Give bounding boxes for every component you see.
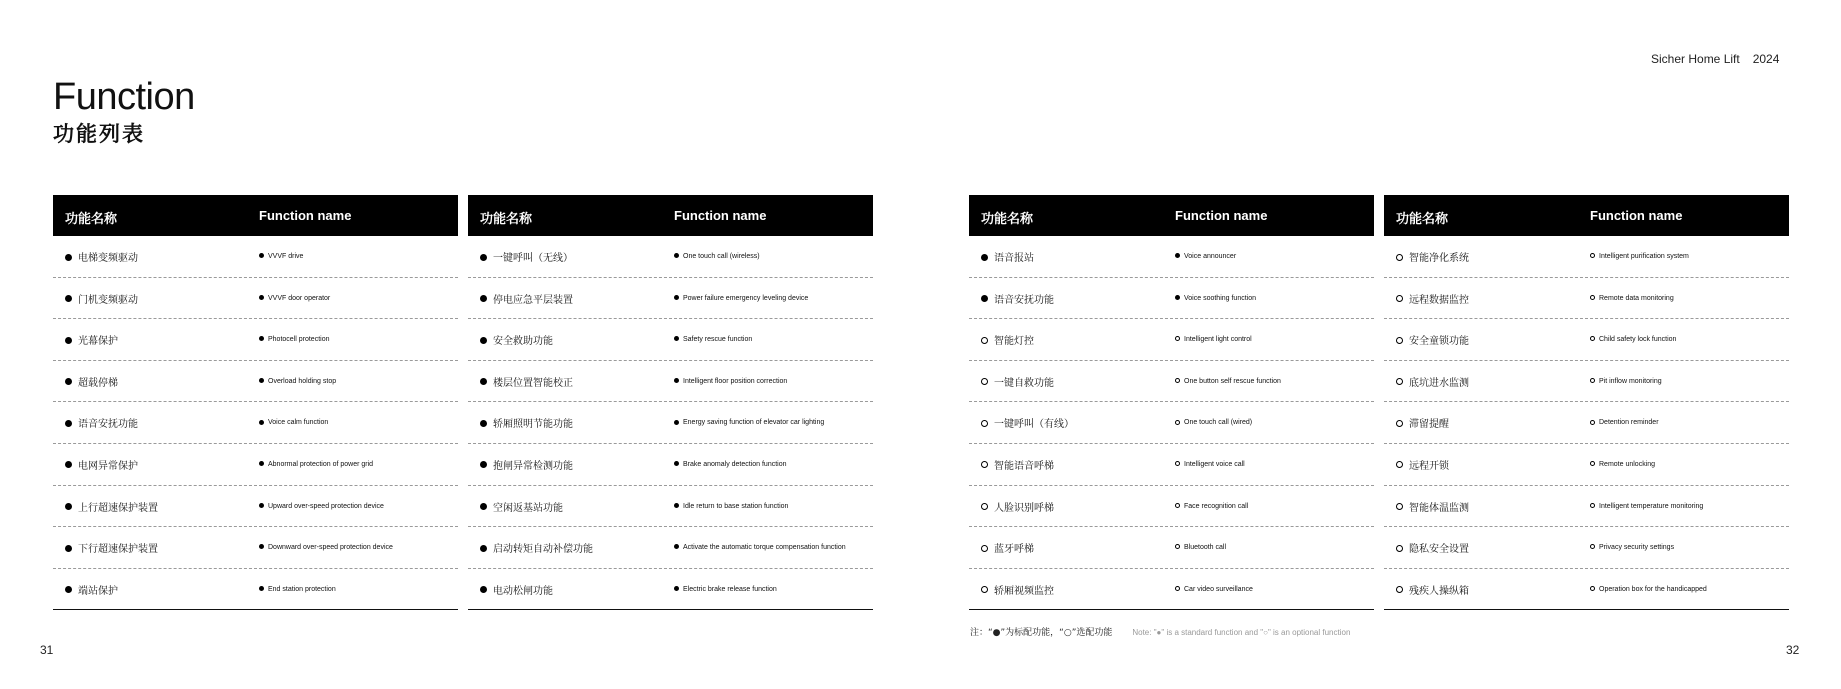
table-row xyxy=(969,402,1374,444)
function-name-zh xyxy=(981,457,1054,472)
function-label-en: Intelligent purification system xyxy=(1599,253,1689,260)
function-name-en xyxy=(674,544,846,551)
standard-marker-icon xyxy=(1175,253,1180,258)
function-label-zh: 电网异常保护 xyxy=(78,460,138,472)
optional-marker-icon xyxy=(1590,544,1595,549)
optional-marker-icon xyxy=(1590,586,1595,591)
table-row xyxy=(1384,319,1789,361)
function-name-en xyxy=(674,586,777,593)
function-label-en: Intelligent floor position correction xyxy=(683,377,788,385)
function-name-en xyxy=(259,503,384,510)
function-label-en: Voice soothing function xyxy=(1184,294,1256,302)
standard-marker-icon xyxy=(65,378,72,385)
function-label-en: Safety rescue function xyxy=(683,336,753,344)
standard-marker-icon xyxy=(259,544,264,549)
function-label-en: Remote unlocking xyxy=(1599,460,1656,468)
table-row xyxy=(468,444,873,486)
optional-marker-icon xyxy=(1175,586,1180,591)
function-label-zh: 滞留提醒 xyxy=(1409,419,1449,431)
standard-marker-icon xyxy=(480,461,487,468)
optional-marker-icon xyxy=(981,545,988,552)
standard-marker-icon xyxy=(65,586,72,593)
standard-marker-icon xyxy=(480,586,487,593)
table-row xyxy=(53,569,458,611)
function-name-en xyxy=(259,461,373,468)
function-label-zh: 楼层位置智能校正 xyxy=(493,377,573,389)
standard-marker-icon xyxy=(674,378,679,383)
table-row xyxy=(468,486,873,528)
function-label-zh: 下行超速保护装置 xyxy=(78,544,158,556)
function-label-en: One button self rescue function xyxy=(1184,377,1281,385)
optional-marker-icon xyxy=(981,503,988,510)
standard-marker-icon xyxy=(259,336,264,341)
function-name-en xyxy=(259,378,336,385)
table-row xyxy=(1384,486,1789,528)
optional-marker-icon xyxy=(1396,337,1403,344)
table-row xyxy=(969,569,1374,611)
standard-marker-icon xyxy=(259,503,264,508)
standard-marker-icon xyxy=(674,503,679,508)
function-label-zh: 抱闸异常检测功能 xyxy=(493,460,573,472)
standard-marker-icon xyxy=(259,378,264,383)
function-name-en xyxy=(1590,295,1674,302)
table-header xyxy=(468,195,873,236)
table-row xyxy=(53,486,458,528)
page-number-left: 31 xyxy=(40,643,54,657)
function-label-en: Intelligent voice call xyxy=(1184,460,1245,468)
optional-marker-icon xyxy=(1590,378,1595,383)
table-row xyxy=(468,319,873,361)
function-label-zh: 启动转矩自动补偿功能 xyxy=(493,544,593,556)
table-header xyxy=(53,195,458,236)
function-name-en xyxy=(259,544,393,551)
function-label-zh: 智能灯控 xyxy=(994,336,1034,348)
table-header xyxy=(969,195,1374,236)
function-name-en xyxy=(674,503,788,510)
function-label-zh: 远程数据监控 xyxy=(1409,294,1469,306)
column-header-zh: 功能名称 xyxy=(65,212,118,227)
function-label-en: Voice calm function xyxy=(268,419,329,427)
table-row xyxy=(468,402,873,444)
function-label-zh: 上行超速保护装置 xyxy=(78,502,158,514)
table-header xyxy=(1384,195,1789,236)
function-name-zh xyxy=(1396,499,1469,514)
function-name-zh xyxy=(480,540,593,555)
function-name-zh xyxy=(480,332,553,347)
function-name-zh xyxy=(65,374,118,389)
function-name-zh xyxy=(65,291,138,306)
function-name-zh xyxy=(1396,249,1469,264)
function-name-en xyxy=(259,295,330,302)
function-label-zh: 语音安抚功能 xyxy=(994,294,1054,306)
optional-marker-icon xyxy=(1175,461,1180,466)
function-label-en: Power failure emergency leveling device xyxy=(683,294,809,302)
function-name-en xyxy=(1590,419,1659,426)
function-label-zh: 蓝牙呼梯 xyxy=(994,544,1034,556)
function-label-en: End station protection xyxy=(268,585,336,593)
function-label-zh: 一键自救功能 xyxy=(994,377,1054,389)
function-name-zh xyxy=(981,249,1034,264)
optional-marker-icon xyxy=(1175,420,1180,425)
function-label-zh: 轿厢照明节能功能 xyxy=(493,419,573,431)
function-name-en xyxy=(1175,253,1236,260)
optional-marker-icon xyxy=(1396,254,1403,261)
function-table xyxy=(53,195,458,610)
standard-marker-icon xyxy=(259,586,264,591)
function-name-en xyxy=(674,336,752,343)
function-table xyxy=(468,195,873,610)
function-name-en xyxy=(1590,378,1662,385)
function-label-en: Brake anomaly detection function xyxy=(683,460,787,468)
function-label-zh: 安全童锁功能 xyxy=(1409,336,1469,348)
function-name-zh xyxy=(65,249,138,264)
standard-marker-icon xyxy=(65,420,72,427)
function-label-en: Intelligent light control xyxy=(1184,336,1252,344)
table-row xyxy=(53,402,458,444)
function-name-en xyxy=(1590,586,1707,593)
function-name-zh xyxy=(981,374,1054,389)
function-label-en: Overload holding stop xyxy=(268,377,337,385)
optional-marker-icon xyxy=(981,337,988,344)
function-name-zh xyxy=(480,374,573,389)
function-name-zh xyxy=(981,291,1054,306)
function-name-zh xyxy=(65,415,138,430)
table-row xyxy=(53,444,458,486)
table-row xyxy=(468,278,873,320)
function-name-en xyxy=(1175,419,1252,426)
function-name-zh xyxy=(65,499,158,514)
standard-marker-icon xyxy=(674,586,679,591)
standard-marker-icon xyxy=(674,336,679,341)
function-name-zh xyxy=(1396,540,1469,555)
standard-marker-icon xyxy=(259,295,264,300)
function-name-en xyxy=(1175,378,1281,385)
standard-marker-icon xyxy=(65,337,72,344)
function-name-en xyxy=(1175,544,1226,551)
function-name-en xyxy=(1175,503,1248,510)
function-label-zh: 语音安抚功能 xyxy=(78,419,138,431)
column-header-en: Function name xyxy=(1175,208,1268,223)
optional-marker-icon xyxy=(1590,461,1595,466)
function-label-en: Voice announcer xyxy=(1184,253,1237,260)
function-name-zh xyxy=(480,291,573,306)
table-row xyxy=(1384,444,1789,486)
function-name-en xyxy=(1175,461,1245,468)
standard-marker-icon xyxy=(674,253,679,258)
function-name-en xyxy=(259,586,336,593)
brand-year: 2024 xyxy=(1752,52,1780,66)
function-label-en: Child safety lock function xyxy=(1599,336,1677,344)
function-label-en: Electric brake release function xyxy=(683,585,777,593)
function-label-zh: 语音报站 xyxy=(994,253,1034,264)
standard-marker-icon xyxy=(981,295,988,302)
standard-marker-icon xyxy=(259,461,264,466)
function-name-zh xyxy=(1396,457,1449,472)
function-label-en: Upward over-speed protection device xyxy=(268,502,384,510)
optional-marker-icon xyxy=(1396,378,1403,385)
function-name-en xyxy=(674,461,787,468)
function-label-zh: 智能净化系统 xyxy=(1409,253,1469,264)
table-row xyxy=(969,486,1374,528)
standard-marker-icon xyxy=(65,295,72,302)
standard-marker-icon xyxy=(480,337,487,344)
optional-marker-icon xyxy=(1396,461,1403,468)
function-label-en: Car video surveillance xyxy=(1184,585,1253,593)
function-label-zh: 智能体温监测 xyxy=(1409,502,1469,514)
table-row xyxy=(468,236,873,278)
function-name-en xyxy=(1590,461,1655,468)
function-label-zh: 端站保护 xyxy=(78,585,118,597)
function-label-en: Idle return to base station function xyxy=(683,502,789,510)
optional-marker-icon xyxy=(1590,420,1595,425)
function-name-zh xyxy=(480,249,573,264)
function-name-en xyxy=(674,419,824,426)
function-name-zh xyxy=(65,457,138,472)
brand-name: Sicher Home Lift xyxy=(1651,52,1740,66)
function-label-en: VVVF drive xyxy=(268,253,304,260)
function-name-zh xyxy=(1396,582,1469,597)
optional-marker-icon xyxy=(1396,545,1403,552)
standard-marker-icon xyxy=(480,254,487,261)
column-header-zh: 功能名称 xyxy=(981,212,1034,227)
optional-marker-icon xyxy=(981,420,988,427)
column-header-zh: 功能名称 xyxy=(1396,212,1449,227)
function-name-en xyxy=(1590,336,1676,343)
function-label-en: Privacy security settings xyxy=(1599,544,1675,552)
table-row xyxy=(53,527,458,569)
table-row xyxy=(468,569,873,611)
table-row xyxy=(468,361,873,403)
page-title: Function xyxy=(53,76,195,118)
column-header-en: Function name xyxy=(674,208,767,223)
optional-marker-icon xyxy=(1175,378,1180,383)
function-name-en xyxy=(674,378,787,385)
function-label-zh: 安全救助功能 xyxy=(493,336,553,348)
function-name-zh xyxy=(1396,291,1469,306)
table-row xyxy=(53,278,458,320)
table-row xyxy=(1384,402,1789,444)
function-label-en: Abnormal protection of power grid xyxy=(268,460,374,468)
function-name-en xyxy=(1590,253,1689,260)
function-label-zh: 人脸识别呼梯 xyxy=(994,502,1054,514)
function-label-zh: 远程开锁 xyxy=(1409,460,1449,472)
function-label-en: Photocell protection xyxy=(268,336,330,344)
function-label-zh: 一键呼叫（无线） xyxy=(493,253,573,264)
optional-marker-icon xyxy=(1175,336,1180,341)
function-label-zh: 停电应急平层装置 xyxy=(493,294,573,306)
standard-marker-icon xyxy=(674,461,679,466)
optional-marker-icon xyxy=(1396,503,1403,510)
standard-marker-icon xyxy=(259,420,264,425)
function-table xyxy=(1384,195,1789,610)
table-row xyxy=(1384,527,1789,569)
page-subtitle: 功能列表 xyxy=(53,122,145,146)
function-name-en xyxy=(1175,586,1253,593)
function-label-en: Intelligent temperature monitoring xyxy=(1599,502,1704,510)
function-label-en: One touch call (wired) xyxy=(1184,419,1253,427)
function-name-zh xyxy=(480,457,573,472)
function-name-en xyxy=(259,419,328,426)
standard-marker-icon xyxy=(259,253,264,258)
standard-marker-icon xyxy=(480,503,487,510)
optional-marker-icon xyxy=(1590,253,1595,258)
standard-marker-icon xyxy=(65,545,72,552)
table-row xyxy=(53,361,458,403)
standard-marker-icon xyxy=(480,545,487,552)
function-name-zh xyxy=(981,332,1034,347)
standard-marker-icon xyxy=(65,254,72,261)
page-number-right: 32 xyxy=(1786,643,1800,657)
optional-marker-icon xyxy=(1175,544,1180,549)
column-header-en: Function name xyxy=(1590,208,1683,223)
optional-marker-icon xyxy=(981,461,988,468)
function-label-en: Bluetooth call xyxy=(1184,544,1227,552)
function-label-en: One touch call (wireless) xyxy=(683,253,760,260)
column-header-zh: 功能名称 xyxy=(480,212,533,227)
function-label-en: Activate the automatic torque compensation function xyxy=(683,544,846,552)
function-name-zh xyxy=(65,540,158,555)
table-row xyxy=(969,361,1374,403)
function-label-zh: 电梯变频驱动 xyxy=(78,253,138,264)
function-name-en xyxy=(674,295,808,302)
function-label-zh: 隐私安全设置 xyxy=(1409,544,1469,556)
function-name-en xyxy=(1175,336,1252,343)
standard-marker-icon xyxy=(480,378,487,385)
function-label-zh: 底坑进水监测 xyxy=(1409,377,1469,389)
function-label-en: Face recognition call xyxy=(1184,502,1249,510)
optional-marker-icon xyxy=(981,586,988,593)
function-label-en: Pit inflow monitoring xyxy=(1599,377,1662,385)
table-row xyxy=(1384,361,1789,403)
legend-note xyxy=(970,625,1350,638)
legend-note-zh: 注：“●”为标配功能，“○”选配功能 xyxy=(970,628,1113,638)
function-label-zh: 空闲返基站功能 xyxy=(493,502,563,514)
optional-marker-icon xyxy=(1590,295,1595,300)
table-row xyxy=(969,319,1374,361)
table-row xyxy=(969,278,1374,320)
standard-marker-icon xyxy=(981,254,988,261)
standard-marker-icon xyxy=(65,461,72,468)
standard-marker-icon xyxy=(480,420,487,427)
function-label-zh: 门机变频驱动 xyxy=(78,294,138,306)
function-label-zh: 一键呼叫（有线） xyxy=(994,419,1074,431)
function-label-en: Operation box for the handicapped xyxy=(1599,585,1707,593)
function-name-en xyxy=(1590,544,1674,551)
table-row xyxy=(969,527,1374,569)
function-name-zh xyxy=(1396,415,1449,430)
function-name-zh xyxy=(1396,332,1469,347)
function-name-en xyxy=(1590,503,1703,510)
function-name-zh xyxy=(981,540,1034,555)
table-row xyxy=(969,236,1374,278)
standard-marker-icon xyxy=(674,295,679,300)
function-label-en: Energy saving function of elevator car lighting xyxy=(683,419,825,427)
standard-marker-icon xyxy=(674,420,679,425)
function-name-zh xyxy=(981,582,1054,597)
standard-marker-icon xyxy=(674,544,679,549)
function-label-zh: 轿厢视频监控 xyxy=(994,585,1054,597)
function-name-en xyxy=(259,336,329,343)
table-row xyxy=(53,319,458,361)
standard-marker-icon xyxy=(1175,295,1180,300)
function-name-zh xyxy=(65,332,118,347)
function-name-en xyxy=(1175,295,1256,302)
table-row xyxy=(1384,569,1789,611)
table-row xyxy=(1384,236,1789,278)
function-label-zh: 电动松闸功能 xyxy=(493,585,553,597)
optional-marker-icon xyxy=(1396,420,1403,427)
table-row xyxy=(468,527,873,569)
column-header-en: Function name xyxy=(259,208,352,223)
function-name-zh xyxy=(1396,374,1469,389)
function-label-zh: 超载停梯 xyxy=(78,377,118,389)
table-row xyxy=(1384,278,1789,320)
table-row xyxy=(969,444,1374,486)
function-label-zh: 智能语音呼梯 xyxy=(994,460,1054,472)
function-name-zh xyxy=(65,582,118,597)
function-table xyxy=(969,195,1374,610)
function-name-zh xyxy=(480,499,563,514)
legend-note-en: Note: "●" is a standard function and "○" is an optional function xyxy=(1132,628,1351,637)
optional-marker-icon xyxy=(1175,503,1180,508)
optional-marker-icon xyxy=(1396,295,1403,302)
function-name-zh xyxy=(480,415,573,430)
table-row xyxy=(53,236,458,278)
optional-marker-icon xyxy=(1590,336,1595,341)
standard-marker-icon xyxy=(65,503,72,510)
optional-marker-icon xyxy=(1396,586,1403,593)
function-label-en: Downward over-speed protection device xyxy=(268,544,393,552)
standard-marker-icon xyxy=(480,295,487,302)
optional-marker-icon xyxy=(981,378,988,385)
function-name-zh xyxy=(981,415,1074,430)
function-name-zh xyxy=(480,582,553,597)
function-label-en: Detention reminder xyxy=(1599,419,1659,427)
function-name-en xyxy=(259,253,303,260)
function-name-en xyxy=(674,253,760,260)
function-label-en: VVVF door operator xyxy=(268,294,331,302)
optional-marker-icon xyxy=(1590,503,1595,508)
function-label-zh: 残疾人操纵箱 xyxy=(1409,585,1469,597)
function-label-zh: 光幕保护 xyxy=(78,336,118,348)
function-label-en: Remote data monitoring xyxy=(1599,294,1674,302)
brand-header xyxy=(1651,52,1779,66)
function-name-zh xyxy=(981,499,1054,514)
